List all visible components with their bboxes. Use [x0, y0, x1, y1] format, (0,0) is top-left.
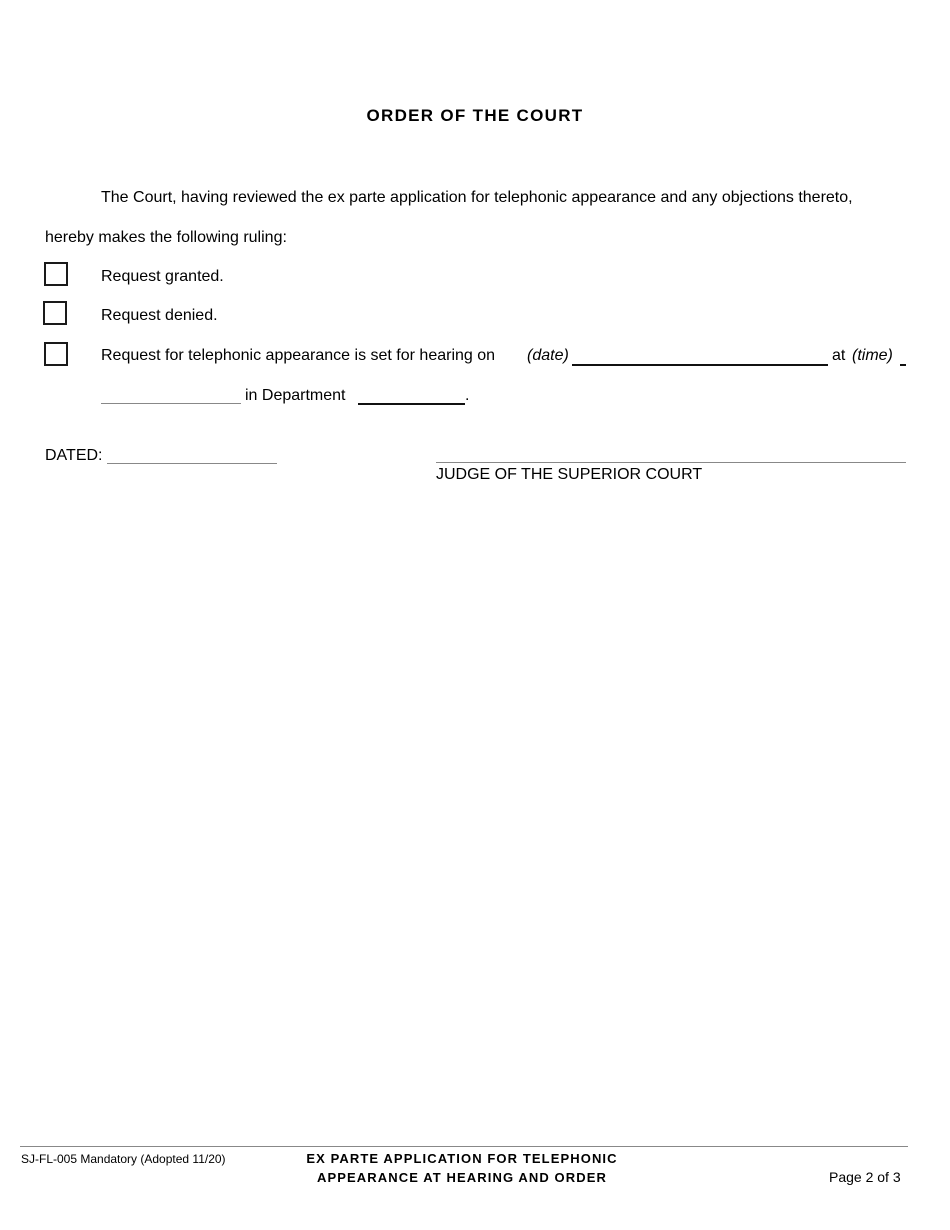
dated-label: DATED: — [45, 447, 103, 464]
request-granted-label: Request granted. — [101, 268, 224, 285]
at-label: at — [832, 347, 846, 364]
hearing-date-field[interactable] — [572, 364, 828, 366]
footer-divider — [20, 1146, 908, 1147]
order-title: ORDER OF THE COURT — [366, 106, 584, 125]
request-denied-checkbox[interactable] — [43, 301, 67, 325]
page-number: Page 2 of 3 — [829, 1169, 901, 1185]
form-id: SJ-FL-005 Mandatory (Adopted 11/20) — [21, 1152, 226, 1166]
intro-paragraph-line1: The Court, having reviewed the ex parte application for telephonic appearance and any objections thereto, — [101, 189, 853, 206]
department-label: in Department — [245, 387, 346, 404]
judge-signature-label: JUDGE OF THE SUPERIOR COURT — [436, 466, 703, 483]
hearing-set-label: Request for telephonic appearance is set for hearing on — [101, 347, 496, 364]
hearing-time-field-start[interactable] — [900, 364, 906, 366]
time-label: (time) — [852, 347, 893, 364]
request-denied-label: Request denied. — [101, 307, 218, 324]
dated-field[interactable] — [107, 463, 277, 464]
form-title-line2: APPEARANCE AT HEARING AND ORDER — [316, 1170, 608, 1185]
date-label: (date) — [527, 347, 569, 364]
department-period: . — [465, 387, 470, 404]
form-title-line1: EX PARTE APPLICATION FOR TELEPHONIC — [306, 1151, 618, 1166]
department-field[interactable] — [358, 403, 465, 405]
hearing-time-field[interactable] — [101, 403, 241, 404]
request-granted-checkbox[interactable] — [44, 262, 68, 286]
form-title — [262, 1149, 662, 1187]
intro-paragraph-line2: hereby makes the following ruling: — [45, 229, 287, 246]
hearing-set-checkbox[interactable] — [44, 342, 68, 366]
judge-signature-line[interactable] — [436, 462, 906, 463]
